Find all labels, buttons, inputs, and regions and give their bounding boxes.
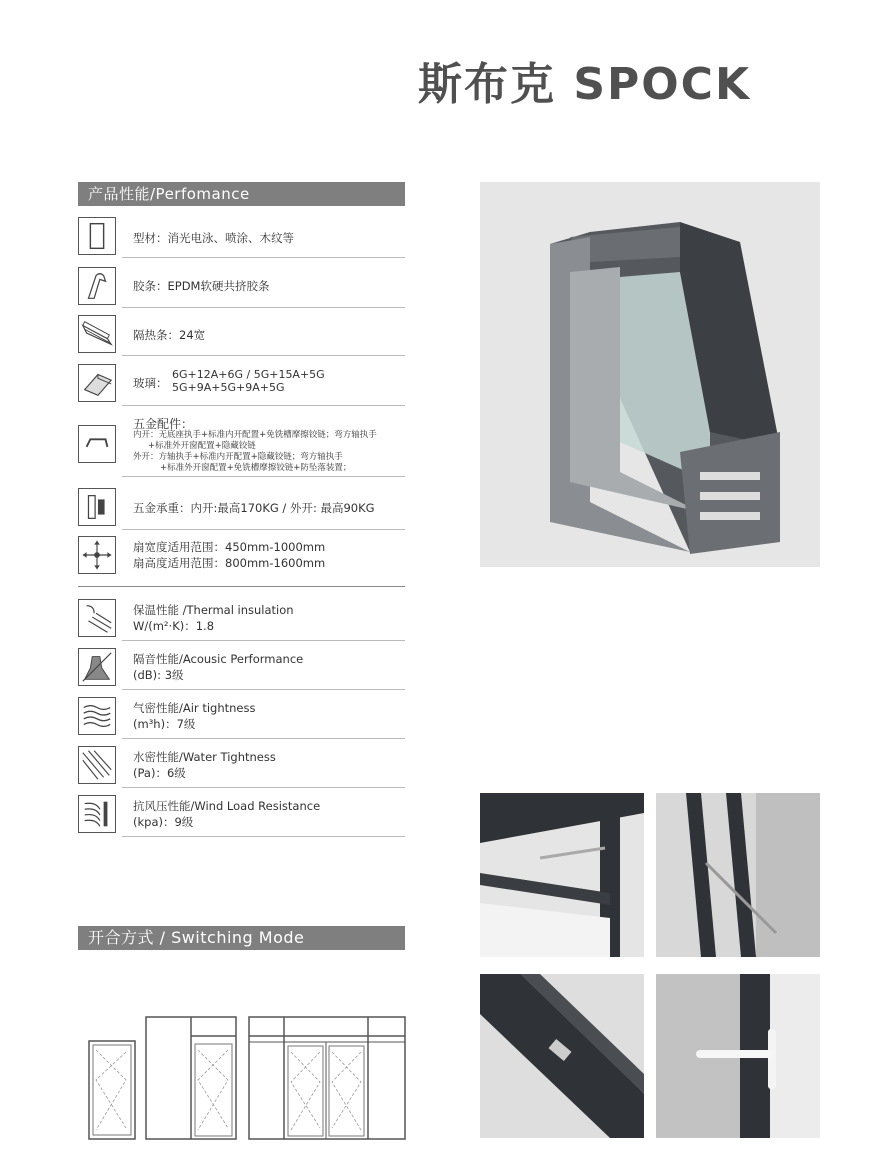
row-profile <box>78 215 405 258</box>
fixed-and-sash-diagram <box>145 1016 237 1140</box>
height-range-text: 扇高度适用范围：800mm-1600mm <box>133 556 326 570</box>
gasket-icon <box>78 267 116 305</box>
row-air <box>78 695 405 739</box>
detail-photo-2 <box>656 793 820 957</box>
wind-value: (kpa)：9级 <box>133 815 194 829</box>
triple-panel-diagram <box>248 1016 406 1140</box>
air-title: 气密性能/Air tightness <box>133 701 256 715</box>
row-gasket <box>78 265 405 308</box>
switching-header: 开合方式 / Switching Mode <box>78 926 405 950</box>
thermal-title: 保温性能 /Thermal insulation <box>133 603 294 617</box>
size-range-icon <box>78 536 116 574</box>
glass-label: 玻璃： <box>133 376 168 390</box>
acoustic-icon <box>78 648 116 686</box>
hardware-line1: 内开：无底座执手+标准内开配置+免铣槽摩擦铰链；弯方轴执手 <box>133 430 377 440</box>
row-insulation <box>78 313 405 356</box>
hardware-line3: 外开：方轴执手+标准内开配置+隐藏铰链；弯方轴执手 <box>133 452 343 462</box>
thermal-icon <box>78 599 116 637</box>
handle-photo <box>656 974 820 1138</box>
row-wind <box>78 793 405 837</box>
row-hardware <box>78 413 405 477</box>
profile-text: 型材：消光电泳、喷涂、木纹等 <box>133 231 294 245</box>
water-icon <box>78 746 116 784</box>
wind-icon <box>78 795 116 833</box>
air-value: (m³h)：7级 <box>133 717 196 731</box>
gasket-text: 胶条：EPDM软硬共挤胶条 <box>133 279 270 293</box>
hardware-title: 五金配件： <box>133 417 194 431</box>
brand-title: 斯布克 SPOCK <box>418 59 752 110</box>
hardware-line2: +标准外开窗配置+隐藏铰链 <box>148 441 256 451</box>
handle-icon <box>78 425 116 463</box>
insulation-text: 隔热条：24宽 <box>133 328 206 342</box>
hardware-line4: +标准外开窗配置+免铣槽摩擦铰链+防坠落装置； <box>160 463 352 473</box>
air-icon <box>78 697 116 735</box>
section-divider <box>78 586 405 587</box>
load-text: 五金承重：内开:最高170KG / 外开: 最高90KG <box>133 501 375 515</box>
detail-photo-3 <box>480 974 644 1138</box>
hinge-icon <box>78 488 116 526</box>
detail-photo-1 <box>480 793 644 957</box>
width-range-text: 扇宽度适用范围：450mm-1000mm <box>133 540 326 554</box>
single-sash-diagram <box>88 1040 136 1140</box>
glass-line2: 5G+9A+5G+9A+5G <box>172 381 285 394</box>
acoustic-value: (dB): 3级 <box>133 668 184 682</box>
row-water <box>78 744 405 788</box>
profile-section-photo <box>480 182 820 567</box>
wind-title: 抗风压性能/Wind Load Resistance <box>133 799 321 813</box>
insulation-strip-icon <box>78 315 116 353</box>
row-acoustic <box>78 646 405 690</box>
row-thermal <box>78 597 405 641</box>
profile-icon <box>78 217 116 255</box>
glass-icon <box>78 364 116 402</box>
glass-line1: 6G+12A+6G / 5G+15A+5G <box>172 368 325 381</box>
thermal-value: W/(m²·K)：1.8 <box>133 619 215 633</box>
water-title: 水密性能/Water Tightness <box>133 750 276 764</box>
row-range <box>78 534 405 578</box>
performance-header: 产品性能/Perfomance <box>78 182 405 206</box>
row-glass <box>78 362 405 406</box>
acoustic-title: 隔音性能/Acousic Performance <box>133 652 304 666</box>
row-load <box>78 486 405 530</box>
water-value: (Pa)：6级 <box>133 766 186 780</box>
